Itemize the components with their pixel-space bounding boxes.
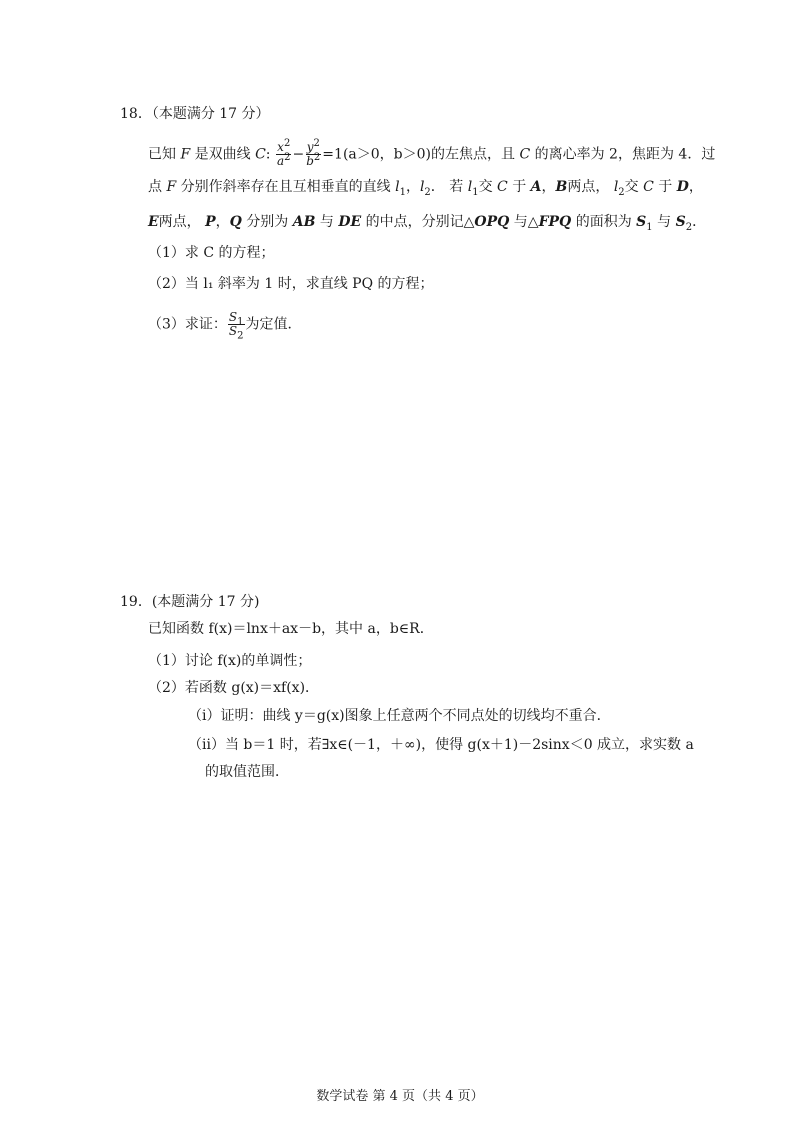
q18-line-3: E两点， P，Q 分别为 AB 与 DE 的中点，分别记△OPQ 与△FPQ 的面积为 $S_1$ 与 $S_2$． (148, 214, 707, 233)
q19-sub-2-cont: 的取值范围． (205, 764, 289, 780)
q19-header: 19．(本题满分 17 分) (120, 594, 260, 610)
q18-header: 18．（本题满分 17 分） (120, 106, 270, 122)
q18-part-2: （2）当 l₁ 斜率为 1 时，求直线 PQ 的方程； (148, 276, 434, 292)
q18-line-2: 点 F 分别作斜率存在且互相垂直的直线 $l_1$，$l_2$． 若 $l_1$交 C 于 A，B两点， $l_2$交 C 于 D， (148, 179, 703, 198)
q18-line-1: 已知 F 是双曲线 C: $\frac{x^2}{a^2}$ − $\frac{y^2}{b^2}$ =1(a＞0，b＞0)的左焦点，且 C 的离心率为 2，焦距为 4．过 (148, 138, 716, 168)
q18-part-3: （3）求证： $\frac{S_1}{S_2}$ 为定值． (148, 310, 302, 342)
q19-part-2: （2）若函数 g(x)＝xf(x)． (148, 680, 320, 696)
q18-part-1: （1）求 C 的方程； (148, 245, 275, 261)
q19-sub-1: （i）证明：曲线 y＝g(x)图象上任意两个不同点处的切线均不重合． (188, 708, 611, 724)
q19-line-1: 已知函数 f(x)＝lnx＋ax－b，其中 a，b∈R． (148, 621, 434, 637)
q19-part-1: （1）讨论 f(x)的单调性； (148, 653, 312, 669)
q19-sub-2: （ii）当 b＝1 时，若∃x∈(－1，＋∞)，使得 g(x＋1)－2sinx＜0 成立，求实数 a (188, 737, 694, 753)
page-footer: 数学试卷 第 4 页（共 4 页） (316, 1089, 484, 1104)
